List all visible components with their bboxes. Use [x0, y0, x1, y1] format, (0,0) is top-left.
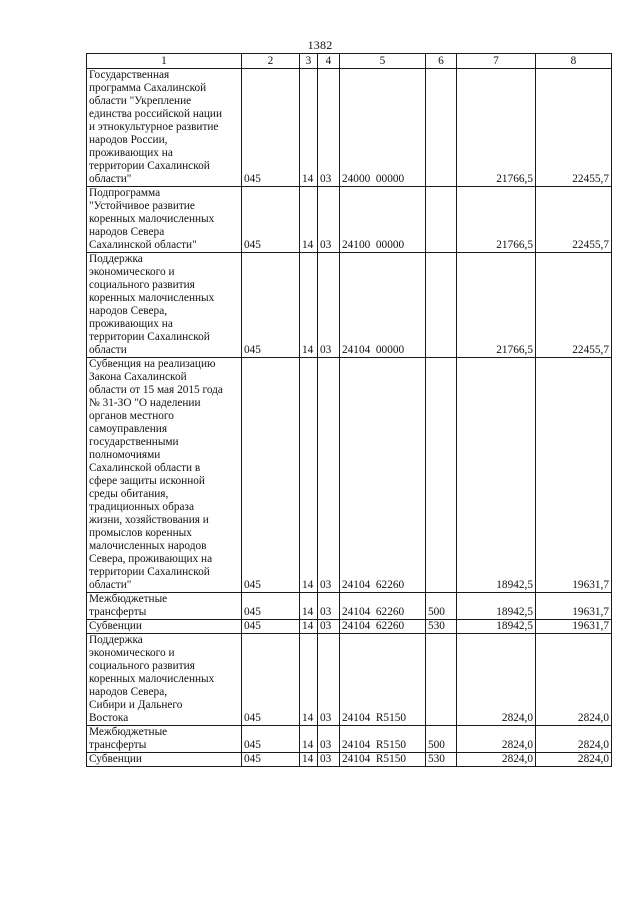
pr-code: 03 [318, 634, 340, 726]
row-name: Субвенции [87, 620, 242, 634]
column-header: 7 [457, 54, 536, 69]
csr-code: 24104 62260 [340, 593, 426, 620]
rz-code: 14 [300, 726, 318, 753]
column-header: 4 [318, 54, 340, 69]
amount-col8: 2824,0 [536, 753, 612, 767]
pr-code: 03 [318, 69, 340, 187]
amount-col8: 2824,0 [536, 726, 612, 753]
rz-code: 14 [300, 187, 318, 253]
amount-col7: 21766,5 [457, 187, 536, 253]
table-row [87, 358, 612, 593]
amount-col7: 2824,0 [457, 634, 536, 726]
row-name: Поддержка экономического и социального развития коренных малочисленных народов Севера, Сибири и Дальнего Востока [87, 634, 242, 726]
gr-code: 045 [242, 69, 300, 187]
vr-code [426, 253, 457, 358]
table-row [87, 69, 612, 187]
amount-col7: 18942,5 [457, 620, 536, 634]
gr-code: 045 [242, 593, 300, 620]
vr-code [426, 634, 457, 726]
table-row [87, 634, 612, 726]
gr-code: 045 [242, 253, 300, 358]
gr-code: 045 [242, 620, 300, 634]
row-name: Подпрограмма "Устойчивое развитие коренных малочисленных народов Севера Сахалинской области" [87, 187, 242, 253]
rz-code: 14 [300, 753, 318, 767]
amount-col8: 19631,7 [536, 358, 612, 593]
gr-code: 045 [242, 726, 300, 753]
gr-code: 045 [242, 753, 300, 767]
rz-code: 14 [300, 620, 318, 634]
table-row [87, 187, 612, 253]
amount-col7: 2824,0 [457, 726, 536, 753]
amount-col7: 21766,5 [457, 253, 536, 358]
pr-code: 03 [318, 726, 340, 753]
pr-code: 03 [318, 358, 340, 593]
amount-col8: 19631,7 [536, 620, 612, 634]
pr-code: 03 [318, 253, 340, 358]
amount-col8: 22455,7 [536, 253, 612, 358]
rz-code: 14 [300, 253, 318, 358]
table-row [87, 620, 612, 634]
table-row [87, 593, 612, 620]
table-row [87, 253, 612, 358]
vr-code: 500 [426, 726, 457, 753]
vr-code: 500 [426, 593, 457, 620]
amount-col7: 2824,0 [457, 753, 536, 767]
row-name: Субвенции [87, 753, 242, 767]
row-name: Межбюджетные трансферты [87, 593, 242, 620]
csr-code: 24104 R5150 [340, 726, 426, 753]
table-header-row [87, 54, 612, 69]
amount-col8: 22455,7 [536, 69, 612, 187]
amount-col8: 19631,7 [536, 593, 612, 620]
csr-code: 24104 62260 [340, 358, 426, 593]
rz-code: 14 [300, 593, 318, 620]
rz-code: 14 [300, 69, 318, 187]
amount-col7: 21766,5 [457, 69, 536, 187]
amount-col8: 2824,0 [536, 634, 612, 726]
vr-code [426, 358, 457, 593]
csr-code: 24000 00000 [340, 69, 426, 187]
csr-code: 24104 62260 [340, 620, 426, 634]
row-name: Поддержка экономического и социального развития коренных малочисленных народов Севера, проживающих на территории Сахалинской области [87, 253, 242, 358]
row-name: Субвенция на реализацию Закона Сахалинской области от 15 мая 2015 года № 31-ЗО "О наделении органов местного самоуправления государственными полномочиями Сахалинской области в сфере защиты исконной среды обитания, традиционных образа жизни, хозяйствования и промыслов коренных малочисленных народов Севера, проживающих на территории Сахалинской области" [87, 358, 242, 593]
gr-code: 045 [242, 634, 300, 726]
vr-code: 530 [426, 753, 457, 767]
amount-col8: 22455,7 [536, 187, 612, 253]
pr-code: 03 [318, 593, 340, 620]
pr-code: 03 [318, 187, 340, 253]
csr-code: 24100 00000 [340, 187, 426, 253]
amount-col7: 18942,5 [457, 593, 536, 620]
column-header: 2 [242, 54, 300, 69]
column-header: 1 [87, 54, 242, 69]
rz-code: 14 [300, 634, 318, 726]
csr-code: 24104 00000 [340, 253, 426, 358]
vr-code [426, 187, 457, 253]
table-row [87, 753, 612, 767]
column-header: 8 [536, 54, 612, 69]
table-row [87, 726, 612, 753]
csr-code: 24104 R5150 [340, 634, 426, 726]
pr-code: 03 [318, 753, 340, 767]
page-number: 1382 [307, 38, 333, 52]
rz-code: 14 [300, 358, 318, 593]
vr-code [426, 69, 457, 187]
row-name: Государственная программа Сахалинской области "Укрепление единства российской нации и этнокультурное развитие народов России, проживающих на территории Сахалинской области" [87, 69, 242, 187]
pr-code: 03 [318, 620, 340, 634]
csr-code: 24104 R5150 [340, 753, 426, 767]
budget-table [86, 53, 612, 767]
gr-code: 045 [242, 187, 300, 253]
column-header: 6 [426, 54, 457, 69]
row-name: Межбюджетные трансферты [87, 726, 242, 753]
amount-col7: 18942,5 [457, 358, 536, 593]
gr-code: 045 [242, 358, 300, 593]
column-header: 5 [340, 54, 426, 69]
column-header: 3 [300, 54, 318, 69]
vr-code: 530 [426, 620, 457, 634]
